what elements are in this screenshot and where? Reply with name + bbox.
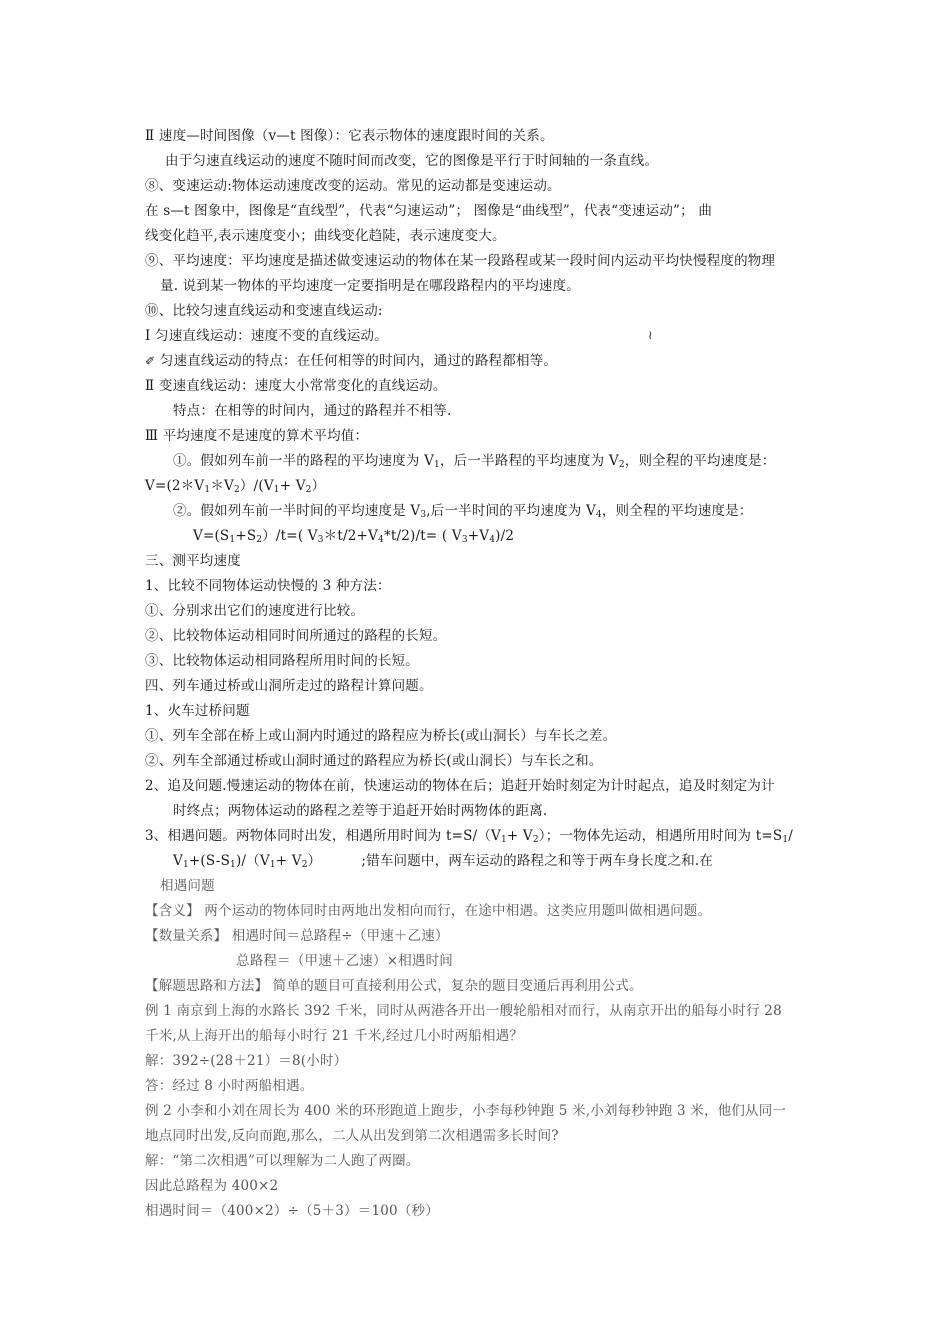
subscript: 1 xyxy=(204,485,211,495)
line-st-graph-cont: 线变化趋平,表示速度变小；曲线变化趋陡，表示速度变大。 xyxy=(145,228,506,244)
meeting-part: + V xyxy=(275,853,302,869)
line-uniform-feature-text: 匀速直线运动的特点：在任何相等的时间内，通过的路程都相等。 xyxy=(155,353,558,369)
subscript: 2 xyxy=(305,485,312,495)
meeting-part: 3、相遇问题。两物体同时出发，相遇所用时间为 t=S/（V xyxy=(145,828,501,844)
line-uniform-def: Ⅰ 匀速直线运动：速度不变的直线运动。 xyxy=(145,328,388,344)
line-example-one-answer: 答：经过 8 小时两船相遇。 xyxy=(145,1078,314,1094)
line-chase-problem: 2、追及问题.慢速运动的物体在前，快速运动的物体在后；追赶开始时刻定为计时起点，追及时刻定为计 xyxy=(145,778,775,794)
formula-part: ）/(V xyxy=(239,478,274,494)
line-example-one: 例 1 南京到上海的水路长 392 千米，同时从两港各开出一艘轮船相对而行，从南京开出的船每小时行 28 xyxy=(145,1003,782,1019)
line-method-three: ③、比较物体运动相同路程所用时间的长短。 xyxy=(145,653,419,669)
formula-two xyxy=(193,526,514,546)
subscript: 1 xyxy=(269,860,276,870)
meeting-part: ） xyxy=(307,853,322,869)
stray-mark: ≀ xyxy=(648,328,653,342)
subscript: 1 xyxy=(273,485,280,495)
line-meeting-problem-cont xyxy=(173,851,713,871)
formula-part: *t/2)/t= ( V xyxy=(383,528,462,544)
subscript: 2 xyxy=(301,860,308,870)
subscript: 1 xyxy=(230,860,236,870)
case-two-part: ,后一半时间的平均速度为 V xyxy=(426,503,596,519)
line-quantity-relation: 【数量关系】 相遇时间＝总路程÷（甲速＋乙速） xyxy=(145,928,449,944)
line-uniform-graph: 由于匀速直线运动的速度不随时间而改变，它的图像是平行于时间轴的一条直线。 xyxy=(165,153,659,169)
section-heading-three: 三、测平均速度 xyxy=(145,553,241,569)
formula-part: + V xyxy=(279,478,306,494)
formula-one xyxy=(145,476,325,496)
case-two-part: ②。假如列车前一半时间的平均速度是 V xyxy=(173,503,421,519)
line-variable-feature: 特点：在相等的时间内，通过的路程并不相等. xyxy=(173,403,452,419)
subscript: 2 xyxy=(233,485,240,495)
line-example-one-solution: 解：392÷(28＋21）＝8(小时） xyxy=(145,1053,348,1069)
case-one-part: ，则全程的平均速度是： xyxy=(624,453,776,469)
line-average-not-arith: Ⅲ 平均速度不是速度的算术平均值： xyxy=(145,428,369,444)
subscript: 2 xyxy=(532,835,539,845)
meeting-part: ;错车问题中，两车运动的路程之和等于两车身长度之和.在 xyxy=(361,853,714,869)
line-solution-approach: 【解题思路和方法】 简单的题目可直接利用公式，复杂的题目变通后再利用公式。 xyxy=(145,978,643,994)
line-meeting-problem xyxy=(145,826,793,846)
pointer-icon: ✐ xyxy=(145,354,156,368)
formula-part: ）/t=( V xyxy=(262,528,318,544)
line-bridge-problem: 1、火车过桥问题 xyxy=(145,703,250,719)
formula-part: ＊V xyxy=(210,478,234,494)
line-example-one-cont: 千米,从上海开出的船每小时行 21 千米,经过几小时两船相遇？ xyxy=(145,1028,524,1044)
line-average-speed-cont: 量. 说到某一物体的平均速度一定要指明是在哪段路程内的平均速度。 xyxy=(160,278,580,294)
subscript: 1 xyxy=(229,535,236,545)
line-variable-motion: ⑧、变速运动:物体运动速度改变的运动。常见的运动都是变速运动。 xyxy=(145,178,561,194)
case-two-part: ，则全程的平均速度是： xyxy=(601,503,753,519)
line-vt-graph: Ⅱ 速度—时间图像（v—t 图像）：它表示物体的速度跟时间的关系。 xyxy=(145,128,554,144)
line-three-methods: 1、比较不同物体运动快慢的 3 种方法： xyxy=(145,578,391,594)
case-one-part: ，后一半路程的平均速度为 V xyxy=(439,453,619,469)
line-chase-problem-cont: 时终点；两物体运动的路程之差等于追赶开始时两物体的距离. xyxy=(173,803,548,819)
meeting-part: +(S-S xyxy=(188,853,231,869)
subscript: 4 xyxy=(489,535,496,545)
line-bridge-sum: ②、列车全部通过桥或山洞时通过的路程应为桥长(或山洞长）与车长之和。 xyxy=(145,753,603,769)
line-total-distance-value: 因此总路程为 400×2 xyxy=(145,1178,279,1194)
formula-part: V=(S xyxy=(193,528,230,544)
meeting-part: + V xyxy=(506,828,533,844)
line-average-speed: ⑨、平均速度：平均速度是描述做变速运动的物体在某一段路程或某一段时间内运动平均快慢程度的物理 xyxy=(145,253,776,269)
line-method-one: ①、分别求出它们的速度进行比较。 xyxy=(145,603,365,619)
line-compare-heading: ⑩、比较匀速直线运动和变速直线运动: xyxy=(145,303,383,319)
line-meeting-time: 相遇时间＝（400×2）÷（5＋3）＝100（秒） xyxy=(145,1203,439,1219)
line-case-one xyxy=(173,451,775,471)
line-bridge-diff: ①、列车全部在桥上或山洞内时通过的路程应为桥长(或山洞长）与车长之差。 xyxy=(145,728,617,744)
subscript: 2 xyxy=(256,535,263,545)
formula-part: +S xyxy=(235,528,257,544)
meeting-part: V xyxy=(173,853,183,869)
subscript: 1 xyxy=(182,860,189,870)
line-example-two-cont: 地点同时出发,反向而跑,那么，二人从出发到第二次相遇需多长时间? xyxy=(145,1128,559,1144)
subscript: 2 xyxy=(618,460,625,470)
line-meaning: 【含义】 两个运动的物体同时由两地出发相向而行，在途中相遇。这类应用题叫做相遇问题。 xyxy=(145,903,712,919)
line-example-two-solution: 解：“第二次相遇”可以理解为二人跑了两圈。 xyxy=(145,1153,420,1169)
line-total-distance: 总路程＝（甲速＋乙速）×相遇时间 xyxy=(236,953,454,969)
line-method-two: ②、比较物体运动相同时间所通过的路程的长短。 xyxy=(145,628,447,644)
subscript: 3 xyxy=(420,510,427,520)
subscript: 3 xyxy=(461,535,468,545)
subscript: 1 xyxy=(434,460,440,470)
line-case-two xyxy=(173,501,753,521)
line-st-graph: 在 s—t 图象中，图像是“直线型”，代表“匀速运动”； 图像是“曲线型”，代表“变速运动”； 曲 xyxy=(145,203,713,219)
subscript: 4 xyxy=(595,510,602,520)
heading-meeting: 相遇问题 xyxy=(160,878,215,894)
formula-part: +V xyxy=(467,528,490,544)
section-heading-four: 四、列车通过桥或山洞所走过的路程计算问题。 xyxy=(145,678,433,694)
case-one-part: ①。假如列车前一半的路程的平均速度为 V xyxy=(173,453,435,469)
formula-part: ＊t/2+V xyxy=(323,528,378,544)
formula-part: V=(2＊V xyxy=(145,478,205,494)
subscript: 3 xyxy=(317,535,324,545)
subscript: 4 xyxy=(378,535,384,545)
formula-part: )/2 xyxy=(495,528,515,544)
line-uniform-feature xyxy=(145,351,557,371)
subscript: 1 xyxy=(500,835,507,845)
meeting-part: / xyxy=(788,828,794,844)
formula-part: ） xyxy=(311,478,326,494)
meeting-part: )/（V xyxy=(235,853,270,869)
line-variable-def: Ⅱ 变速直线运动：速度大小常常变化的直线运动。 xyxy=(145,378,447,394)
line-example-two: 例 2 小李和小刘在周长为 400 米的环形跑道上跑步，小李每秒钟跑 5 米,小刘每秒钟跑 3 米，他们从同一 xyxy=(145,1103,787,1119)
subscript: 1 xyxy=(782,835,789,845)
meeting-part: ）；一物体先运动，相遇所用时间为 t=S xyxy=(538,828,783,844)
